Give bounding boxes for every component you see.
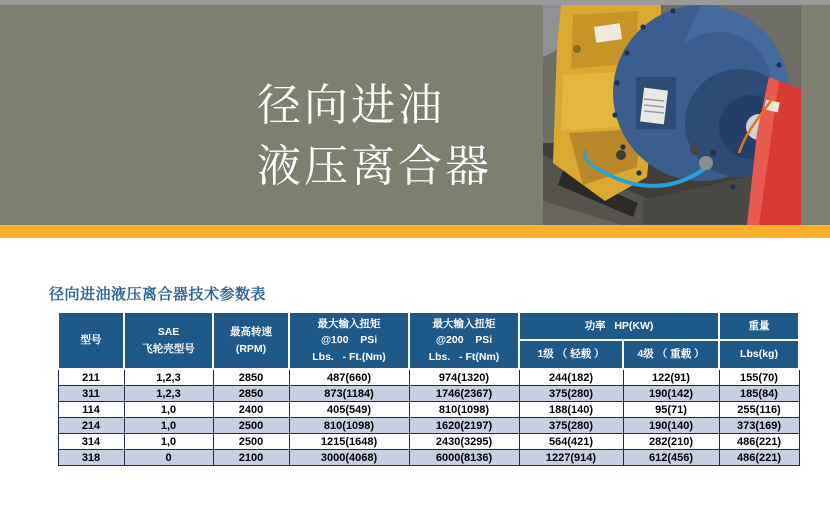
cell-rpm: 2500 <box>213 434 289 450</box>
col-header-rpm-line2: (RPM) <box>235 342 267 355</box>
cell-torque100: 810(1098) <box>289 418 409 434</box>
col-header-torque100-line2: @100 PSi <box>320 334 378 347</box>
cell-power4: 282(210) <box>623 434 719 450</box>
cell-torque200: 1746(2367) <box>409 386 519 402</box>
cell-weight: 373(169) <box>719 418 799 434</box>
col-header-torque100 <box>289 312 409 369</box>
col-header-torque200-line1: 最大输入扭矩 <box>432 318 496 331</box>
col-header-torque200-line2: @200 PSi <box>435 334 493 347</box>
cell-torque200: 974(1320) <box>409 369 519 386</box>
cell-weight: 155(70) <box>719 369 799 386</box>
col-header-weight: 重量 <box>719 312 799 340</box>
cell-model: 311 <box>58 386 124 402</box>
cell-rpm: 2100 <box>213 450 289 466</box>
cell-power1: 375(280) <box>519 418 623 434</box>
cell-torque200: 810(1098) <box>409 402 519 418</box>
col-header-power-group: 功率 HP(KW) <box>519 312 719 340</box>
cell-weight: 486(221) <box>719 434 799 450</box>
spec-table <box>57 311 800 466</box>
cell-model: 211 <box>58 369 124 386</box>
banner-title <box>257 75 492 197</box>
cell-power4: 122(91) <box>623 369 719 386</box>
col-header-model-label: 型号 <box>80 334 102 347</box>
cell-torque100: 405(549) <box>289 402 409 418</box>
spec-table-wrap <box>57 311 800 466</box>
cell-sae: 1,0 <box>124 402 213 418</box>
col-header-power-class1: 1级 （ 轻载 ） <box>519 340 623 369</box>
cell-sae: 1,2,3 <box>124 369 213 386</box>
cell-weight: 255(116) <box>719 402 799 418</box>
col-header-rpm <box>213 312 289 369</box>
col-header-torque100-line1: 最大输入扭矩 <box>317 318 381 331</box>
cell-power4: 190(142) <box>623 386 719 402</box>
cell-power1: 244(182) <box>519 369 623 386</box>
cell-torque100: 1215(1648) <box>289 434 409 450</box>
table-row <box>58 450 799 466</box>
cell-rpm: 2850 <box>213 369 289 386</box>
table-row <box>58 369 799 386</box>
col-header-rpm-line1: 最高转速 <box>230 326 272 339</box>
cell-weight: 486(221) <box>719 450 799 466</box>
col-header-torque200 <box>409 312 519 369</box>
cell-weight: 185(84) <box>719 386 799 402</box>
table-row <box>58 434 799 450</box>
product-photo <box>543 5 801 225</box>
col-header-torque100-line3: Lbs. - Ft.(Nm) <box>312 350 386 363</box>
cell-power1: 375(280) <box>519 386 623 402</box>
cell-power4: 612(456) <box>623 450 719 466</box>
cell-power1: 188(140) <box>519 402 623 418</box>
banner-title-line2: 液压离合器 <box>257 142 492 191</box>
cell-torque200: 6000(8136) <box>409 450 519 466</box>
cell-model: 318 <box>58 450 124 466</box>
banner-title-line1: 径向进油 <box>257 81 445 130</box>
table-row <box>58 402 799 418</box>
cell-torque200: 2430(3295) <box>409 434 519 450</box>
col-header-sae-line2: 飞轮壳型号 <box>142 342 195 355</box>
cell-sae: 1,2,3 <box>124 386 213 402</box>
col-header-torque200-line3: Lbs. - Ft(Nm) <box>428 350 500 363</box>
cell-torque100: 873(1184) <box>289 386 409 402</box>
cell-model: 314 <box>58 434 124 450</box>
cell-power1: 1227(914) <box>519 450 623 466</box>
cell-power4: 190(140) <box>623 418 719 434</box>
cell-sae: 1,0 <box>124 418 213 434</box>
table-row <box>58 418 799 434</box>
col-header-weight-unit: Lbs(kg) <box>719 340 799 369</box>
cell-rpm: 2850 <box>213 386 289 402</box>
cell-sae: 1,0 <box>124 434 213 450</box>
cell-model: 214 <box>58 418 124 434</box>
cell-torque200: 1620(2197) <box>409 418 519 434</box>
orange-accent-bar <box>0 225 830 238</box>
cell-torque100: 487(660) <box>289 369 409 386</box>
cell-sae: 0 <box>124 450 213 466</box>
col-header-power-class4: 4级 （ 重载 ） <box>623 340 719 369</box>
col-header-sae-line1: SAE <box>157 326 180 339</box>
hero-banner <box>0 5 830 225</box>
cell-model: 114 <box>58 402 124 418</box>
cell-rpm: 2500 <box>213 418 289 434</box>
cell-power4: 95(71) <box>623 402 719 418</box>
table-title: 径向进油液压离合器技术参数表 <box>49 286 267 303</box>
table-row <box>58 386 799 402</box>
cell-rpm: 2400 <box>213 402 289 418</box>
col-header-sae <box>124 312 213 369</box>
col-header-model <box>58 312 124 369</box>
cell-torque100: 3000(4068) <box>289 450 409 466</box>
cell-power1: 564(421) <box>519 434 623 450</box>
